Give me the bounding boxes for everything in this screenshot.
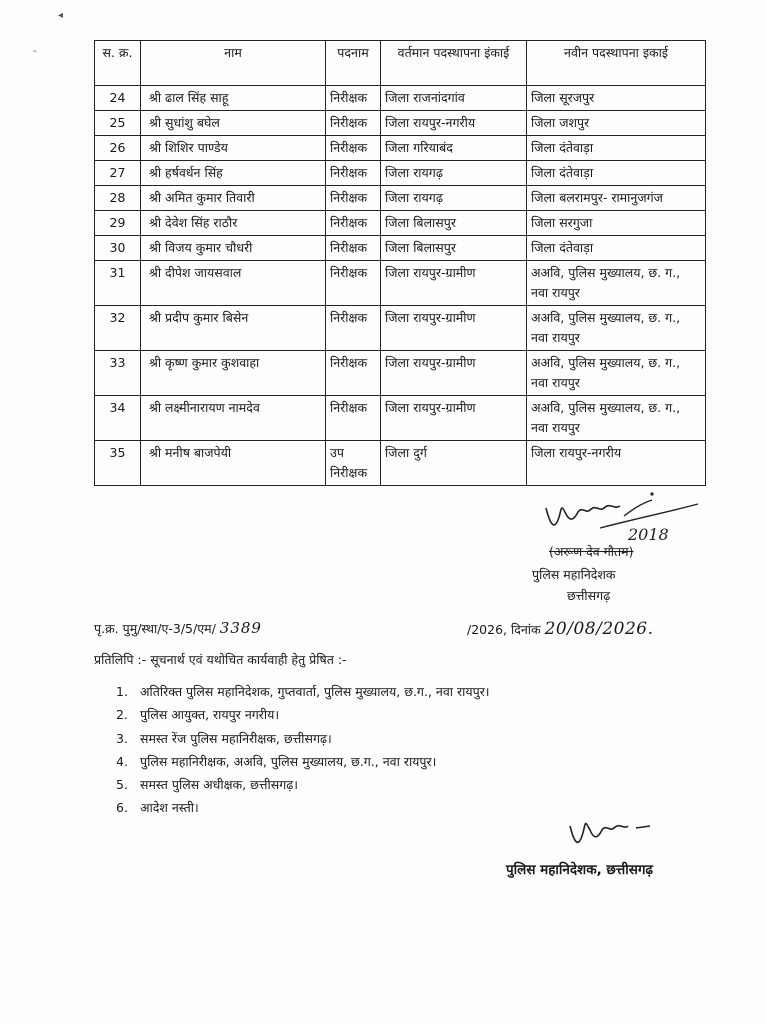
cell-sno: 27 — [95, 161, 141, 186]
cell-new-posting: जिला दंतेवाड़ा — [527, 136, 706, 161]
cell-new-posting: जिला जशपुर — [527, 111, 706, 136]
cell-new-posting: जिला दंतेवाड़ा — [527, 161, 706, 186]
cell-new-posting: जिला रायपुर-नगरीय — [527, 441, 706, 486]
cell-designation: उप निरीक्षक — [326, 441, 381, 486]
signatory-state: छत्तीसगढ़ — [567, 588, 611, 603]
transfer-table — [94, 40, 706, 486]
cell-current-posting: जिला गरियाबंद — [381, 136, 527, 161]
table-row — [95, 261, 706, 306]
cell-name: श्री प्रदीप कुमार बिसेन — [141, 306, 326, 351]
cell-sno: 35 — [95, 441, 141, 486]
cell-designation: निरीक्षक — [326, 86, 381, 111]
cell-name: श्री मनीष बाजपेयी — [141, 441, 326, 486]
table-row — [95, 136, 706, 161]
cell-name: श्री विजय कुमार चौधरी — [141, 236, 326, 261]
cell-sno: 32 — [95, 306, 141, 351]
cell-current-posting: जिला बिलासपुर — [381, 236, 527, 261]
reference-number — [94, 619, 262, 637]
cell-current-posting: जिला राजनांदगांव — [381, 86, 527, 111]
cell-name: श्री लक्ष्मीनारायण नामदेव — [141, 396, 326, 441]
cell-name: श्री दीपेश जायसवाल — [141, 261, 326, 306]
list-item-number: 1. — [116, 684, 128, 699]
table-row — [95, 236, 706, 261]
cell-designation: निरीक्षक — [326, 211, 381, 236]
cell-name: श्री कृष्ण कुमार कुशवाहा — [141, 351, 326, 396]
cell-current-posting: जिला रायगढ़ — [381, 186, 527, 211]
reference-prefix: पृ.क्र. पुमु/स्था/ए-3/5/एम/ — [94, 621, 216, 636]
list-item-number: 4. — [116, 753, 128, 769]
table-row — [95, 186, 706, 211]
cell-new-posting: अअवि, पुलिस मुख्यालय, छ. ग., नवा रायपुर — [527, 261, 706, 306]
dg-initials-signature — [566, 812, 676, 856]
table-row — [95, 351, 706, 396]
list-item-number: 3. — [116, 730, 128, 746]
cell-current-posting: जिला रायपुर-ग्रामीण — [381, 306, 527, 351]
cell-name: श्री ढाल सिंह साहू — [141, 86, 326, 111]
list-item-text: समस्त पुलिस अधीक्षक, छत्तीसगढ़। — [140, 777, 299, 793]
table-header-row — [95, 41, 706, 86]
cell-new-posting: अअवि, पुलिस मुख्यालय, छ. ग., नवा रायपुर — [527, 351, 706, 396]
list-item — [116, 683, 490, 706]
signatory-title: पुलिस महानिदेशक — [532, 567, 616, 582]
list-item — [116, 776, 490, 799]
cell-sno: 33 — [95, 351, 141, 396]
cell-designation: निरीक्षक — [326, 111, 381, 136]
cell-designation: निरीक्षक — [326, 351, 381, 396]
list-item — [116, 706, 490, 729]
scan-mark: - — [33, 46, 37, 57]
list-item — [116, 730, 490, 753]
col-header-name: नाम — [141, 41, 326, 86]
cell-current-posting: जिला रायपुर-ग्रामीण — [381, 351, 527, 396]
cell-sno: 29 — [95, 211, 141, 236]
col-header-sno: स. क्र. — [95, 41, 141, 86]
list-item-number: 5. — [116, 777, 128, 793]
cell-sno: 28 — [95, 186, 141, 211]
cell-new-posting: जिला दंतेवाड़ा — [527, 236, 706, 261]
cell-sno: 30 — [95, 236, 141, 261]
cell-sno: 34 — [95, 396, 141, 441]
table-row — [95, 396, 706, 441]
cell-name: श्री अमित कुमार तिवारी — [141, 186, 326, 211]
cell-name: श्री देवेश सिंह राठौर — [141, 211, 326, 236]
table-row — [95, 306, 706, 351]
list-item-number: 6. — [116, 800, 128, 816]
cell-sno: 25 — [95, 111, 141, 136]
cell-name: श्री शिशिर पाण्डेय — [141, 136, 326, 161]
list-item-text: समस्त रेंज पुलिस महानिरीक्षक, छत्तीसगढ़। — [140, 730, 332, 746]
final-signatory-title: पुलिस महानिदेशक, छत्तीसगढ़ — [506, 862, 654, 878]
reference-dispatch-number: 3389 — [219, 619, 262, 637]
reference-year-date-label: /2026, दिनांक — [467, 622, 541, 637]
list-item-text: पुलिस आयुक्त, रायपुर नगरीय। — [140, 707, 280, 723]
cell-new-posting: जिला सूरजपुर — [527, 86, 706, 111]
cell-designation: निरीक्षक — [326, 186, 381, 211]
cell-designation: निरीक्षक — [326, 396, 381, 441]
cell-new-posting: अअवि, पुलिस मुख्यालय, छ. ग., नवा रायपुर — [527, 396, 706, 441]
list-item — [116, 799, 490, 822]
cell-sno: 31 — [95, 261, 141, 306]
col-header-current-posting: वर्तमान पदस्थापना इंकाई — [381, 41, 527, 86]
cell-designation: निरीक्षक — [326, 161, 381, 186]
reference-date — [467, 619, 654, 639]
list-item-text: पुलिस महानिरीक्षक, अअवि, पुलिस मुख्यालय, छ.ग., नवा रायपुर। — [140, 753, 437, 769]
cell-new-posting: अअवि, पुलिस मुख्यालय, छ. ग., नवा रायपुर — [527, 306, 706, 351]
cell-designation: निरीक्षक — [326, 236, 381, 261]
table-row — [95, 161, 706, 186]
cell-current-posting: जिला रायपुर-ग्रामीण — [381, 396, 527, 441]
table-row — [95, 111, 706, 136]
col-header-new-posting: नवीन पदस्थापना इकाई — [527, 41, 706, 86]
cell-sno: 24 — [95, 86, 141, 111]
scan-mark: ◂ — [58, 10, 64, 21]
reference-date-value: 20/08/2026. — [544, 619, 654, 639]
col-header-designation: पदनाम — [326, 41, 381, 86]
cell-current-posting: जिला बिलासपुर — [381, 211, 527, 236]
cell-sno: 26 — [95, 136, 141, 161]
cell-name: श्री हर्षवर्धन सिंह — [141, 161, 326, 186]
cell-current-posting: जिला दुर्ग — [381, 441, 527, 486]
table-row — [95, 86, 706, 111]
table-row — [95, 211, 706, 236]
cell-designation: निरीक्षक — [326, 261, 381, 306]
list-item-text: अतिरिक्त पुलिस महानिदेशक, गुप्तवार्ता, पुलिस मुख्यालय, छ.ग., नवा रायपुर। — [140, 684, 490, 699]
table-row — [95, 441, 706, 486]
cell-name: श्री सुधांशु बघेल — [141, 111, 326, 136]
copy-to-list — [116, 683, 490, 823]
list-item — [116, 753, 490, 776]
list-item-text: आदेश नस्ती। — [140, 800, 199, 816]
cell-current-posting: जिला रायपुर-ग्रामीण — [381, 261, 527, 306]
signatory-name: (अरूण देव गौतम) — [549, 544, 634, 559]
svg-text:2018: 2018 — [628, 525, 669, 544]
cell-current-posting: जिला रायपुर-नगरीय — [381, 111, 527, 136]
cell-new-posting: जिला बलरामपुर- रामानुजगंज — [527, 186, 706, 211]
copy-to-title: प्रतिलिपि :- सूचनार्थ एवं यथोचित कार्यवाही हेतु प्रेषित :- — [94, 652, 347, 667]
list-item-number: 2. — [116, 707, 128, 723]
cell-current-posting: जिला रायगढ़ — [381, 161, 527, 186]
cell-designation: निरीक्षक — [326, 306, 381, 351]
cell-new-posting: जिला सरगुजा — [527, 211, 706, 236]
cell-designation: निरीक्षक — [326, 136, 381, 161]
dg-signature — [540, 490, 710, 550]
